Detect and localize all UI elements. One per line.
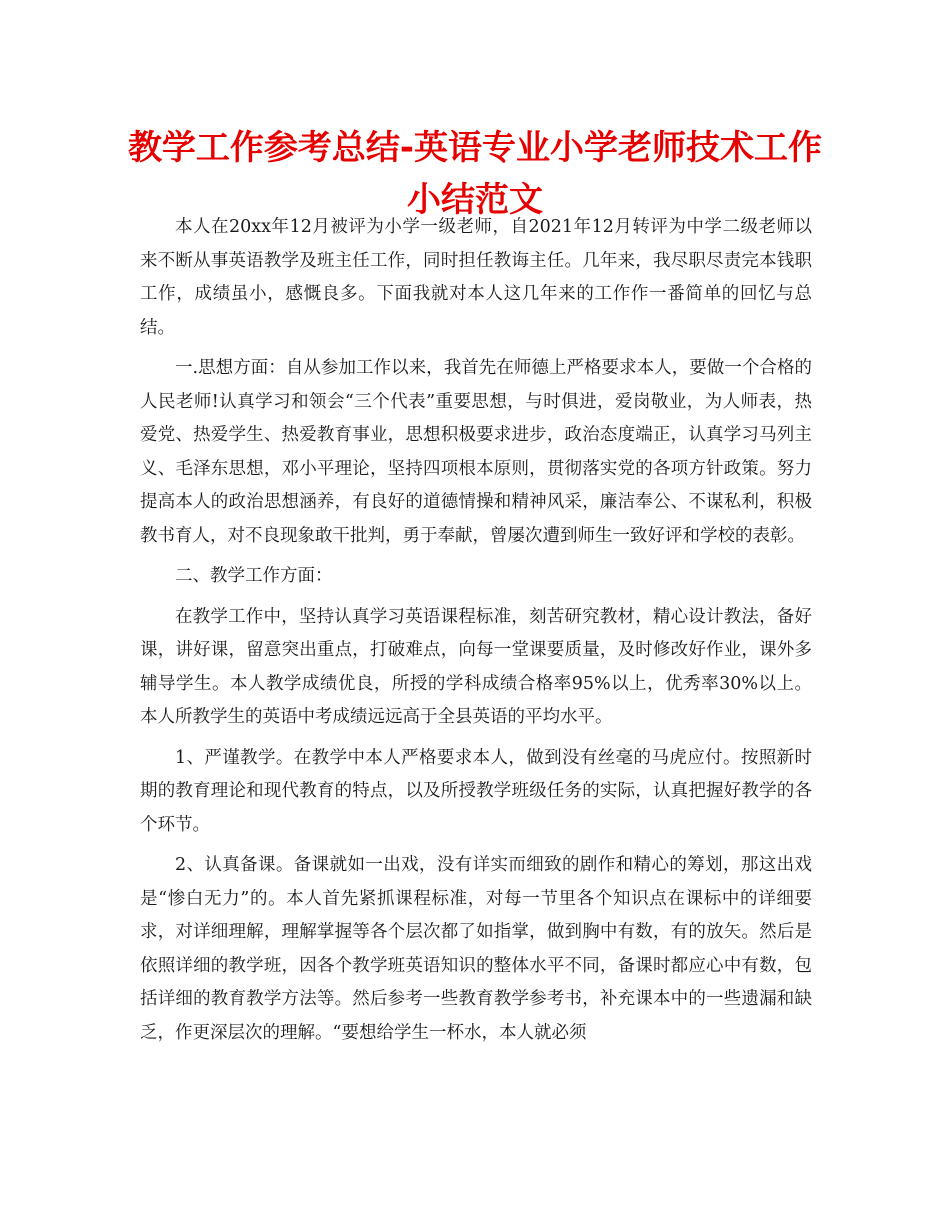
paragraph-teaching-work: 在教学工作中，坚持认真学习英语课程标准，刻苦研究教材，精心设计教法，备好课，讲好课，留意突出重点，打破难点，向每一堂课要质量，及时修改好作业，课外多辅导学生。本人教学成绩优良，所授的学科成绩合格率95%以上，优秀率30%以上。本人所教学生的英语中考成绩远远高于全县英语的平均水平。 — [140, 606, 812, 727]
paragraph-teaching-heading: 二、教学工作方面： — [175, 566, 333, 586]
paragraph-thought: 一.思想方面：自从参加工作以来，我首先在师德上严格要求本人，要做一个合格的人民老师!认真学习和领会“三个代表”重要思想，与时俱进，爱岗敬业，为人师表，热爱党、热爱学生、热爱教育事业，思想积极要求进步，政治态度端正，认真学习马列主义、毛泽东思想，邓小平理论，坚持四项根本原则，贯彻落实党的各项方针政策。努力提高本人的政治思想涵养，有良好的道德情操和精神风采，廉洁奉公、不谋私利，积极教书育人，对不良现象敢干批判，勇于奉献，曾屡次遭到师生一致好评和学校的表彰。 — [140, 358, 812, 546]
document-title: 教学工作参考总结-英语专业小学老师技术工作小结范文 — [127, 128, 823, 220]
paragraph-rigorous-teaching: 1、严谨教学。在教学中本人严格要求本人，做到没有丝毫的马虎应付。按照新时期的教育理论和现代教育的特点，以及所授教学班级任务的实际，认真把握好教学的各个环节。 — [140, 747, 812, 835]
document-body — [140, 211, 812, 1057]
paragraph-intro: 本人在20xx年12月被评为小学一级老师，自2021年12月转评为中学二级老师以来不断从事英语教学及班主任工作，同时担任教诲主任。几年来，我尽职尽责完本钱职工作，成绩虽小，感慨良多。下面我就对本人这几年来的工作作一番简单的回忆与总结。 — [140, 217, 812, 338]
paragraph-lesson-prep: 2、认真备课。备课就如一出戏，没有详实而细致的剧作和精心的筹划，那这出戏是“惨白无力”的。本人首先紧抓课程标准，对每一节里各个知识点在课标中的详细要求，对详细理解，理解掌握等各个层次都了如指掌，做到胸中有数，有的放矢。然后是依照详细的教学班，因各个教学班英语知识的整体水平不同，备课时都应心中有数，包括详细的教育教学方法等。然后参考一些教育教学参考书，补充课本中的一些遗漏和缺乏，作更深层次的理解。“要想给学生一杯水，本人就必须 — [140, 855, 812, 1043]
